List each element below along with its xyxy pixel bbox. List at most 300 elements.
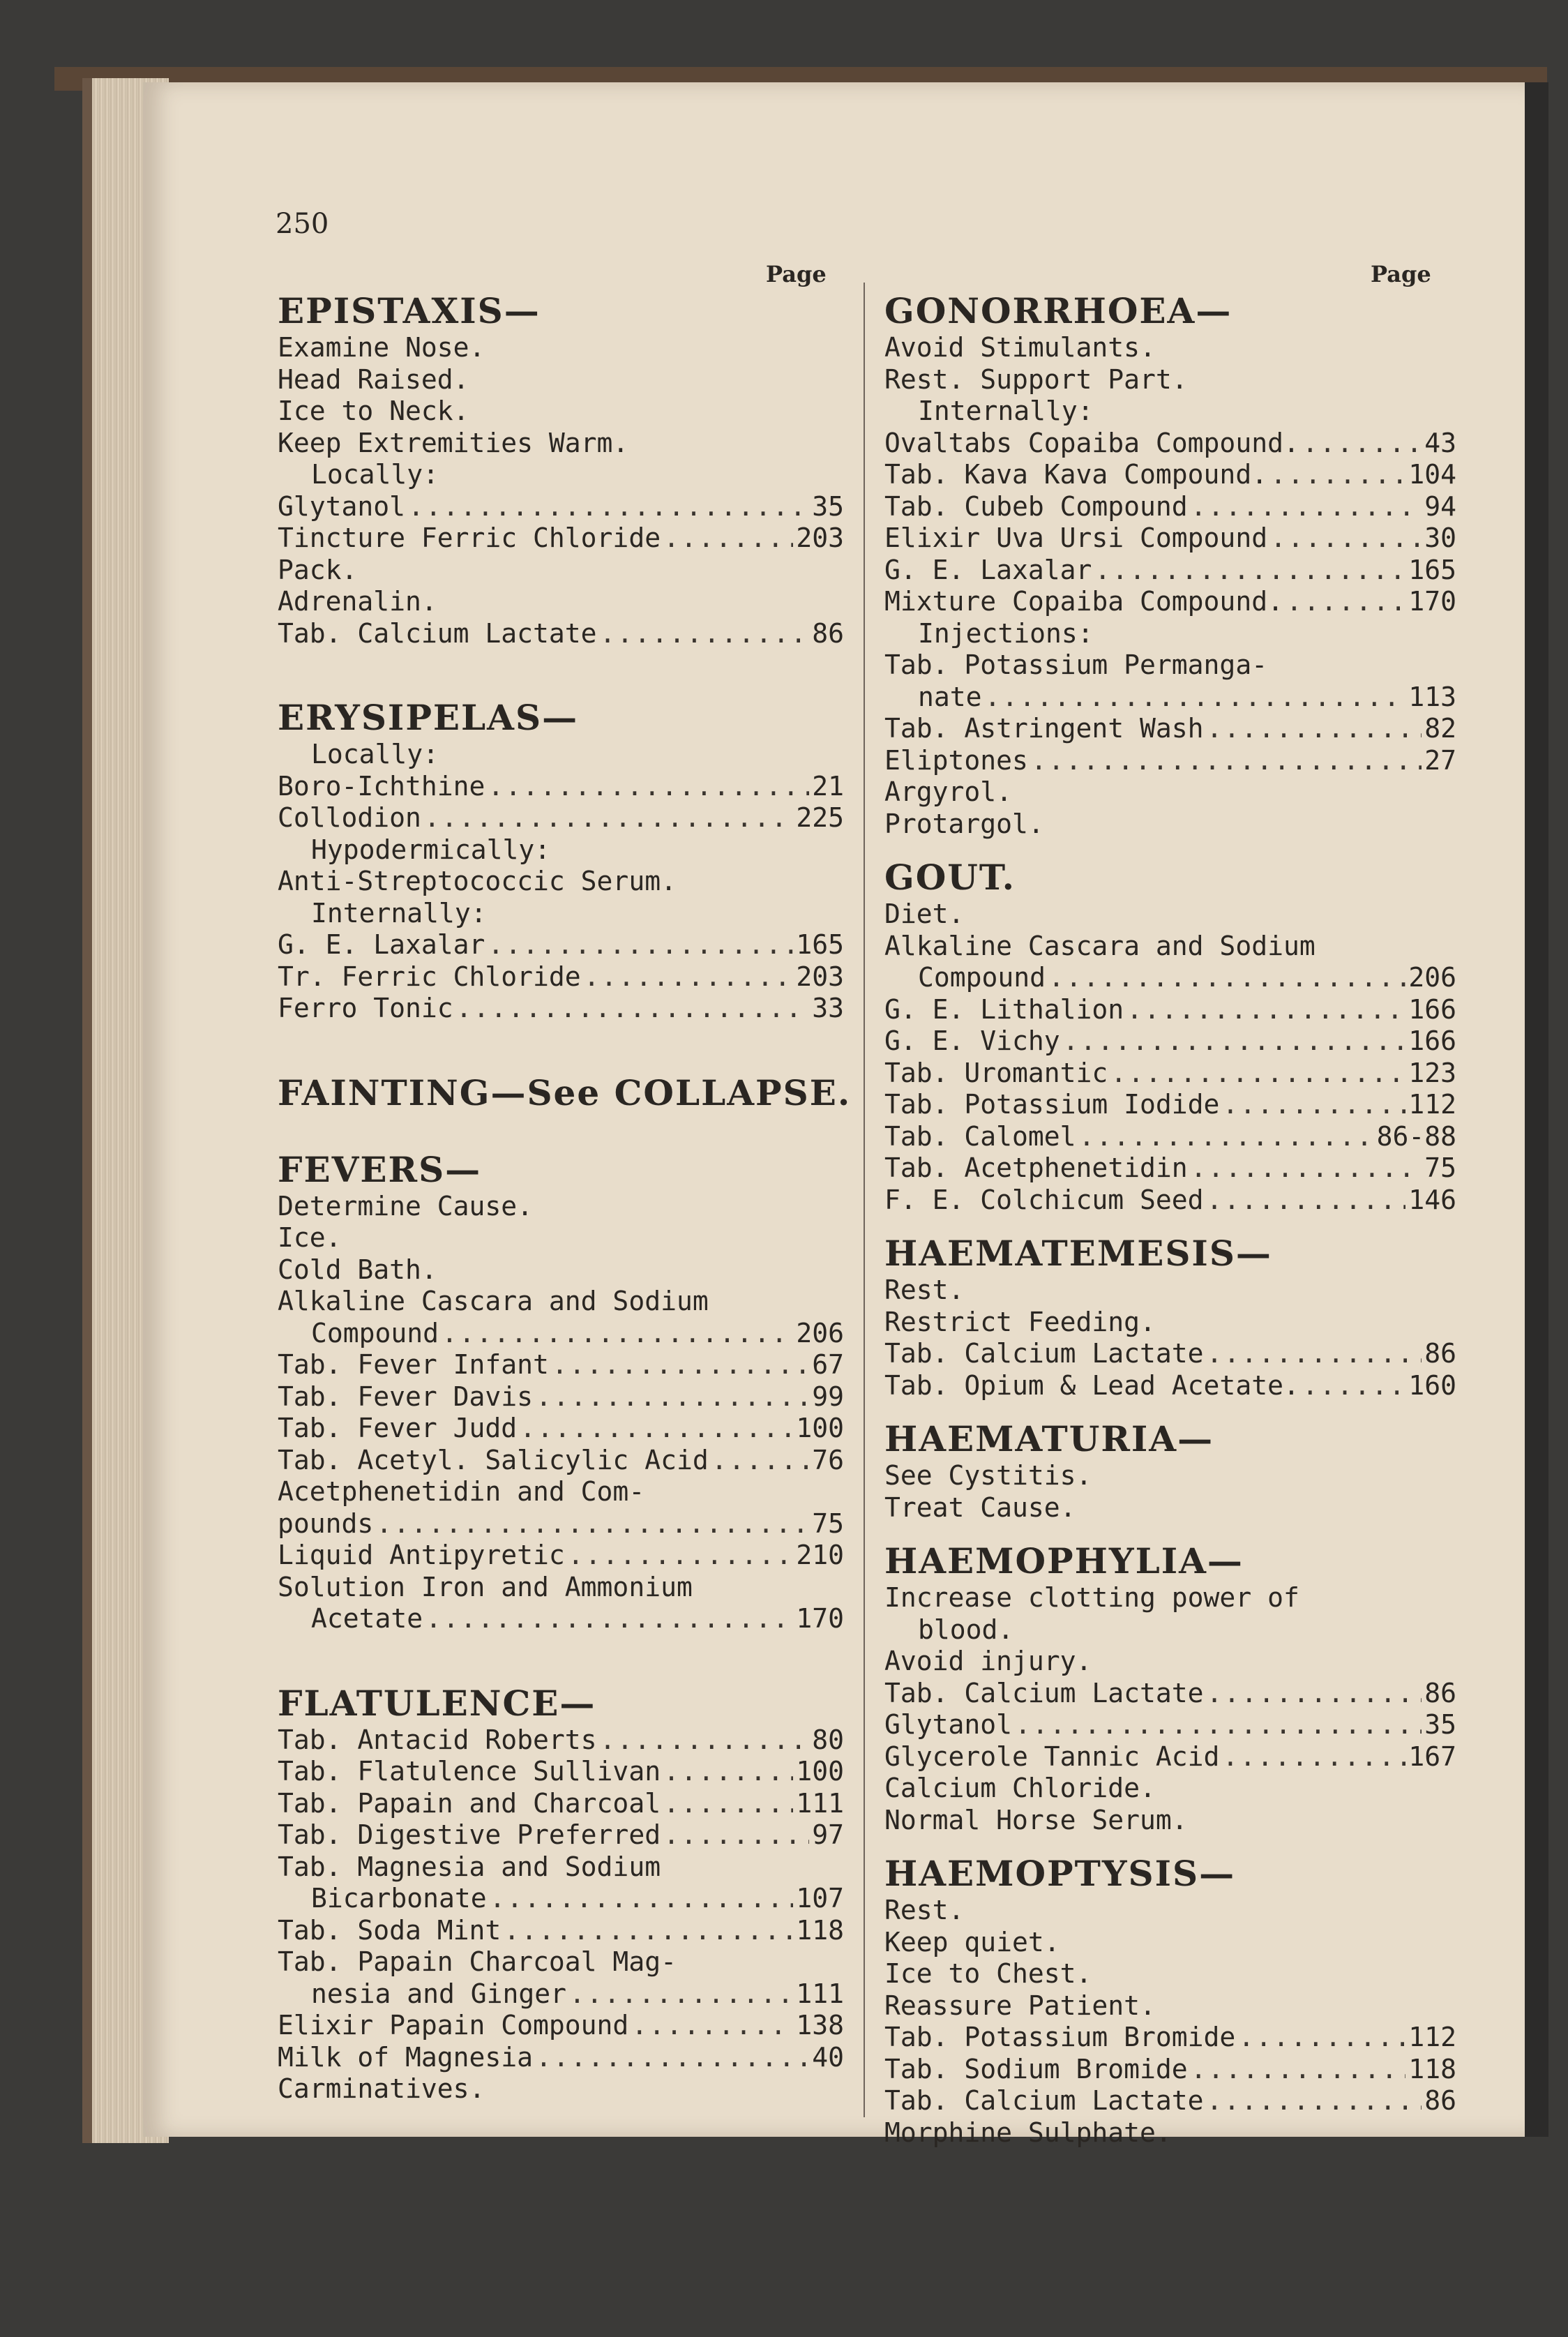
- index-entry: [884, 2022, 1456, 2054]
- index-entry: [278, 1819, 844, 1851]
- leader-dots: [1238, 2022, 1405, 2054]
- index-entry: [884, 364, 1456, 396]
- entry-page-number: 160: [1408, 1369, 1456, 1401]
- index-entry: [884, 962, 1456, 994]
- entry-text: Tab. Calcium Lactate: [884, 2085, 1204, 2116]
- leader-dots: [1207, 1185, 1406, 1217]
- leader-dots: [1110, 1058, 1405, 1090]
- section-heading: HAEMOPTYSIS—: [884, 1853, 1236, 1894]
- index-entry: [884, 523, 1456, 555]
- index-entry: [884, 1741, 1456, 1773]
- entry-text: Rest. Support Part.: [884, 363, 1188, 395]
- index-entry: [278, 1756, 844, 1788]
- entry-page-number: 123: [1408, 1057, 1456, 1088]
- leader-dots: [504, 1915, 793, 1947]
- index-entry: [278, 961, 844, 993]
- entry-page-number: 97: [812, 1819, 844, 1850]
- index-entry: [884, 555, 1456, 587]
- entry-text: Boro-Ichthine: [278, 770, 485, 802]
- index-entry: [278, 1883, 844, 1915]
- entry-text: Treat Cause.: [884, 1491, 1076, 1523]
- leader-dots: [408, 491, 809, 523]
- index-entry: [278, 993, 844, 1025]
- index-entry: [884, 459, 1456, 491]
- index-entry: [884, 713, 1456, 745]
- entry-text: Milk of Magnesia: [278, 2041, 534, 2073]
- entry-page-number: 75: [812, 1508, 844, 1539]
- entry-text: Morphine Sulphate.: [884, 2117, 1172, 2148]
- entry-page-number: 107: [796, 1883, 844, 1914]
- entry-page-number: 35: [1424, 1709, 1456, 1740]
- index-entry: [884, 491, 1456, 523]
- entry-text: Internally:: [311, 897, 487, 929]
- leader-dots: [584, 961, 794, 993]
- entry-text: Tab. Flatulence Sullivan: [278, 1756, 661, 1787]
- index-entry: [884, 1805, 1456, 1837]
- section-spacer: [884, 1402, 1456, 1418]
- entry-text: Internally:: [918, 396, 1094, 426]
- index-entry: [884, 618, 1456, 650]
- index-entry: [884, 1492, 1456, 1524]
- entry-text: Solution Iron and Ammonium: [278, 1571, 693, 1602]
- index-entry: [884, 1185, 1456, 1217]
- index-entry: [278, 396, 844, 428]
- entry-text: Alkaline Cascara and Sodium: [278, 1286, 709, 1316]
- entry-text: Acetate: [311, 1603, 423, 1634]
- section-spacer: [278, 1114, 844, 1149]
- entry-page-number: 206: [796, 1317, 844, 1348]
- index-entry: [884, 1058, 1456, 1090]
- index-entry: [278, 364, 844, 396]
- section-heading: FEVERS—: [278, 1148, 482, 1190]
- entry-text: Adrenalin.: [278, 586, 437, 617]
- index-entry: [278, 2073, 844, 2105]
- leader-dots: [1015, 1709, 1422, 1741]
- index-entry: [278, 2042, 844, 2074]
- entry-text: Tab. Cubeb Compound: [884, 490, 1188, 522]
- section-spacer: [884, 1216, 1456, 1233]
- index-entry: [278, 1851, 844, 1884]
- entry-text: Keep Extremities Warm.: [278, 427, 629, 458]
- entry-text: Tab. Opium & Lead Acetate.: [884, 1369, 1299, 1401]
- entry-page-number: 203: [796, 523, 844, 553]
- entry-text: Hypodermically:: [311, 834, 551, 865]
- entry-page-number: 86: [1424, 2085, 1456, 2116]
- index-entry: [884, 1307, 1456, 1339]
- page-number: 250: [276, 208, 329, 240]
- leader-dots: [600, 618, 810, 650]
- entry-text: Collodion: [278, 802, 421, 833]
- leader-dots: [568, 1540, 794, 1572]
- leader-dots: [663, 1788, 793, 1820]
- entry-page-number: 35: [812, 490, 844, 522]
- entry-page-number: 82: [1424, 713, 1456, 744]
- entry-text: Tab. Potassium Iodide: [884, 1089, 1220, 1120]
- leader-dots: [711, 1445, 810, 1477]
- entry-text: nesia and Ginger: [311, 1978, 567, 2009]
- index-entry: [278, 1413, 844, 1445]
- index-entry: [278, 1724, 844, 1757]
- index-entry: [278, 834, 844, 866]
- section-heading: HAEMOPHYLIA—: [884, 1540, 1244, 1581]
- index-entry: [278, 1978, 844, 2011]
- section-spacer: [278, 649, 844, 697]
- entry-text: Ovaltabs Copaiba Compound.: [884, 427, 1299, 458]
- leader-dots: [1048, 962, 1405, 994]
- index-entry: [884, 1678, 1456, 1710]
- entry-page-number: 166: [1408, 1025, 1456, 1056]
- entry-text: Tab. Antacid Roberts: [278, 1724, 597, 1755]
- index-entry: [884, 1370, 1456, 1402]
- index-entry: [278, 555, 844, 587]
- index-entry: [884, 2117, 1456, 2149]
- entry-text: Elixir Papain Compound: [278, 2010, 629, 2041]
- leader-dots: [442, 1318, 793, 1350]
- entry-page-number: 43: [1424, 427, 1456, 458]
- index-entry: [278, 1915, 844, 1947]
- entry-text: Tab. Soda Mint: [278, 1914, 502, 1946]
- index-entry: [278, 523, 844, 555]
- entry-page-number: 166: [1408, 993, 1456, 1025]
- entry-text: Tincture Ferric Chloride: [278, 523, 661, 553]
- entry-text: Glytanol: [884, 1709, 1013, 1740]
- entry-text: Liquid Antipyretic: [278, 1540, 565, 1570]
- leader-dots: [663, 1756, 793, 1788]
- index-entry: [884, 1709, 1456, 1741]
- leader-dots: [488, 929, 793, 961]
- book-gutter-shadow: [1525, 82, 1548, 2137]
- entry-page-number: 86: [1424, 1677, 1456, 1708]
- index-entry: [278, 898, 844, 930]
- index-entry: [884, 1460, 1456, 1492]
- entry-text: Tab. Potassium Bromide: [884, 2022, 1236, 2052]
- index-entry: [278, 1946, 844, 1978]
- entry-text: Tab. Sodium Bromide: [884, 2053, 1188, 2084]
- entry-text: Tr. Ferric Chloride: [278, 961, 581, 992]
- entry-text: Tab. Digestive Preferred: [278, 1819, 661, 1850]
- entry-text: Tab. Calcium Lactate: [884, 1677, 1204, 1708]
- section-heading: HAEMATEMESIS—: [884, 1233, 1272, 1274]
- leader-dots: [425, 1603, 793, 1635]
- entry-text: pounds: [278, 1508, 374, 1539]
- leader-dots: [1207, 1678, 1422, 1710]
- index-entry: [884, 1895, 1456, 1927]
- entry-text: Locally:: [311, 459, 439, 490]
- entry-text: Avoid injury.: [884, 1646, 1092, 1676]
- entry-text: Restrict Feeding.: [884, 1306, 1156, 1337]
- entry-text: Protargol.: [884, 808, 1044, 839]
- leader-dots: [490, 1883, 794, 1915]
- index-entry: [278, 1508, 844, 1540]
- index-entry: [884, 899, 1456, 931]
- leader-dots: [569, 1978, 793, 2011]
- entry-text: Avoid Stimulants.: [884, 332, 1156, 363]
- index-entry: [884, 1773, 1456, 1805]
- entry-text: blood.: [918, 1614, 1014, 1645]
- entry-page-number: 167: [1408, 1741, 1456, 1772]
- entry-text: Tab. Calcium Lactate: [278, 617, 597, 649]
- leader-dots: [1126, 994, 1405, 1026]
- section-heading: HAEMATURIA—: [884, 1418, 1214, 1459]
- entry-text: Head Raised.: [278, 363, 469, 395]
- entry-page-number: 40: [812, 2041, 844, 2073]
- entry-page-number: 225: [796, 802, 844, 833]
- index-entry: [278, 1286, 844, 1318]
- entry-text: Rest.: [884, 1895, 965, 1925]
- entry-page-number: 86: [812, 617, 844, 649]
- entry-text: Tab. Acetyl. Salicylic Acid: [278, 1444, 709, 1475]
- index-entry: [884, 776, 1456, 809]
- leader-dots: [1207, 2085, 1422, 2117]
- entry-page-number: 80: [812, 1724, 844, 1755]
- index-entry: [278, 771, 844, 803]
- index-entry: [884, 1089, 1456, 1121]
- entry-text: Normal Horse Serum.: [884, 1804, 1188, 1835]
- entry-text: Tab. Acetphenetidin: [884, 1152, 1188, 1183]
- entry-text: G. E. Laxalar: [884, 554, 1092, 585]
- leader-dots: [631, 2010, 793, 2042]
- index-entry: [884, 1927, 1456, 1959]
- entry-text: Tab. Potassium Permanga-: [884, 649, 1268, 680]
- section-heading: FLATULENCE—: [278, 1682, 596, 1724]
- leader-dots: [1222, 1741, 1405, 1773]
- entry-text: Increase clotting power of: [884, 1582, 1299, 1613]
- entry-text: Ice to Neck.: [278, 396, 469, 426]
- entry-page-number: 112: [1408, 1089, 1456, 1120]
- section-spacer: [884, 1524, 1456, 1540]
- index-entry: [884, 586, 1456, 618]
- index-entry: [884, 649, 1456, 682]
- index-entry: [278, 491, 844, 523]
- index-entry: [884, 1614, 1456, 1646]
- entry-page-number: 30: [1424, 523, 1456, 553]
- entry-text: Ferro Tonic: [278, 993, 453, 1023]
- entry-page-number: 100: [796, 1413, 844, 1443]
- index-entry: [884, 994, 1456, 1026]
- leader-dots: [520, 1413, 793, 1445]
- index-entry: [884, 1275, 1456, 1307]
- section-heading: GONORRHOEA—: [884, 290, 1232, 331]
- entry-page-number: 111: [796, 1978, 844, 2009]
- entry-text: Ice.: [278, 1222, 342, 1253]
- entry-text: Tab. Fever Judd: [278, 1413, 518, 1443]
- entry-text: Pack.: [278, 554, 358, 585]
- leader-dots: [1222, 1089, 1405, 1121]
- leader-dots: [985, 682, 1406, 714]
- entry-text: Tab. Papain Charcoal Mag-: [278, 1946, 677, 1977]
- entry-text: Glycerole Tannic Acid: [884, 1741, 1220, 1772]
- entry-page-number: 86-88: [1376, 1120, 1456, 1152]
- entry-page-number: 21: [812, 770, 844, 802]
- leader-dots: [456, 993, 810, 1025]
- index-entry: [278, 802, 844, 834]
- index-entry: [884, 1990, 1456, 2022]
- index-entry: [884, 1582, 1456, 1614]
- entry-text: Compound: [918, 962, 1046, 993]
- entry-page-number: 210: [796, 1540, 844, 1570]
- entry-page-number: 76: [812, 1444, 844, 1475]
- leader-dots: [663, 523, 793, 555]
- index-entry: [278, 1318, 844, 1350]
- leader-dots: [536, 2042, 809, 2074]
- leader-dots: [376, 1508, 809, 1540]
- right-column-page-header: Page: [1371, 261, 1431, 287]
- leader-dots: [1270, 459, 1405, 491]
- entry-text: Mixture Copaiba Compound.: [884, 586, 1283, 617]
- index-entry: [278, 1540, 844, 1572]
- index-entry: [278, 1788, 844, 1820]
- entry-page-number: 118: [1408, 2053, 1456, 2084]
- left-column-page-header: Page: [766, 261, 827, 287]
- entry-text: Determine Cause.: [278, 1190, 534, 1222]
- index-entry: [278, 1381, 844, 1413]
- index-entry: [884, 428, 1456, 460]
- index-entry: [278, 1603, 844, 1635]
- leader-dots: [1191, 2054, 1406, 2086]
- section-heading: GOUT.: [884, 857, 1016, 898]
- entry-text: Locally:: [311, 739, 439, 769]
- entry-text: Diet.: [884, 899, 965, 929]
- index-entry: [278, 1222, 844, 1254]
- index-entry: [884, 931, 1456, 963]
- leader-dots: [552, 1349, 809, 1381]
- entry-page-number: 86: [1424, 1338, 1456, 1369]
- entry-text: Tab. Kava Kava Compound.: [884, 459, 1268, 490]
- entry-text: Bicarbonate: [311, 1883, 487, 1914]
- column-divider: [864, 283, 865, 2117]
- entry-text: See Cystitis.: [884, 1460, 1092, 1491]
- leader-dots: [600, 1724, 810, 1757]
- entry-text: Acetphenetidin and Com-: [278, 1476, 645, 1507]
- section-heading: ERYSIPELAS—: [278, 697, 579, 738]
- entry-page-number: 104: [1408, 459, 1456, 490]
- entry-text: Reassure Patient.: [884, 1990, 1156, 2021]
- entry-text: Tab. Fever Infant: [278, 1349, 549, 1380]
- entry-text: G. E. Vichy: [884, 1025, 1060, 1056]
- index-entry: [884, 332, 1456, 364]
- entry-text: Injections:: [918, 617, 1094, 649]
- leader-dots: [1079, 1121, 1374, 1153]
- index-entry: [884, 1338, 1456, 1370]
- entry-page-number: 111: [796, 1787, 844, 1819]
- index-entry: [884, 745, 1456, 777]
- entry-text: Calcium Chloride.: [884, 1773, 1156, 1803]
- entry-text: Rest.: [884, 1275, 965, 1305]
- entry-text: Keep quiet.: [884, 1926, 1060, 1957]
- entry-page-number: 112: [1408, 2022, 1456, 2052]
- entry-text: Elixir Uva Ursi Compound: [884, 523, 1268, 553]
- index-entry: [278, 1572, 844, 1604]
- index-entry: [278, 1445, 844, 1477]
- index-entry: [278, 739, 844, 771]
- index-entry: [884, 1958, 1456, 1990]
- index-entry: [884, 1152, 1456, 1185]
- entry-text: Argyrol.: [884, 776, 1013, 807]
- entry-text: Compound: [311, 1317, 439, 1348]
- entry-text: Ice to Chest.: [884, 1958, 1092, 1989]
- leader-dots: [1191, 491, 1422, 523]
- leader-dots: [1207, 713, 1422, 745]
- leader-dots: [1270, 523, 1422, 555]
- leader-dots: [1063, 1025, 1406, 1058]
- entry-text: F. E. Colchicum Seed: [884, 1184, 1204, 1215]
- entry-text: Tab. Uromantic: [884, 1057, 1108, 1088]
- index-entry: [884, 809, 1456, 841]
- index-entry: [278, 929, 844, 961]
- index-entry: [278, 866, 844, 898]
- index-entry: [278, 1191, 844, 1223]
- index-entry: [278, 428, 844, 460]
- entry-page-number: 165: [1408, 554, 1456, 585]
- leader-dots: [1302, 428, 1422, 460]
- index-entry: [884, 1121, 1456, 1153]
- leader-dots: [1191, 1152, 1422, 1185]
- entry-page-number: 113: [1408, 681, 1456, 712]
- entry-page-number: 99: [812, 1381, 844, 1412]
- entry-text: Tab. Fever Davis: [278, 1381, 534, 1412]
- right-column: [884, 290, 1456, 2149]
- entry-text: Tab. Calomel: [884, 1120, 1076, 1152]
- entry-text: Tab. Astringent Wash: [884, 713, 1204, 744]
- section-spacer: [278, 1025, 844, 1072]
- entry-page-number: 138: [796, 2010, 844, 2041]
- entry-page-number: 27: [1424, 744, 1456, 776]
- index-entry: [884, 1025, 1456, 1058]
- entry-page-number: 203: [796, 961, 844, 992]
- leader-dots: [1286, 586, 1405, 618]
- entry-page-number: 146: [1408, 1184, 1456, 1215]
- entry-page-number: 75: [1424, 1152, 1456, 1183]
- leader-dots: [1302, 1370, 1406, 1402]
- index-entry: [278, 1476, 844, 1508]
- leader-dots: [1094, 555, 1405, 587]
- index-entry: [278, 586, 844, 618]
- section-spacer: [884, 840, 1456, 857]
- entry-page-number: 67: [812, 1349, 844, 1380]
- entry-text: Tab. Calcium Lactate: [884, 1338, 1204, 1369]
- entry-text: Glytanol: [278, 490, 406, 522]
- index-entry: [278, 332, 844, 364]
- index-entry: [278, 1349, 844, 1381]
- section-heading: FAINTING—See COLLAPSE.: [278, 1072, 852, 1113]
- index-entry: [278, 459, 844, 491]
- index-entry: [278, 618, 844, 650]
- leader-dots: [488, 771, 809, 803]
- entry-page-number: 206: [1408, 962, 1456, 993]
- entry-text: Carminatives.: [278, 2073, 485, 2104]
- leader-dots: [663, 1819, 809, 1851]
- leader-dots: [424, 802, 793, 834]
- section-spacer: [884, 1836, 1456, 1853]
- entry-page-number: 94: [1424, 490, 1456, 522]
- entry-text: G. E. Laxalar: [278, 929, 485, 960]
- entry-page-number: 118: [796, 1914, 844, 1946]
- section-spacer: [278, 1635, 844, 1683]
- entry-text: Eliptones: [884, 744, 1028, 776]
- section-heading: EPISTAXIS—: [278, 290, 541, 331]
- leader-dots: [1031, 745, 1422, 777]
- entry-text: G. E. Lithalion: [884, 993, 1124, 1025]
- index-entry: [884, 682, 1456, 714]
- entry-page-number: 170: [796, 1603, 844, 1634]
- left-column: [278, 290, 852, 2105]
- entry-text: Tab. Magnesia and Sodium: [278, 1851, 661, 1882]
- entry-page-number: 165: [796, 929, 844, 960]
- index-entry: [884, 396, 1456, 428]
- index-entry: [884, 2085, 1456, 2117]
- index-entry: [278, 2010, 844, 2042]
- leader-dots: [1207, 1338, 1422, 1370]
